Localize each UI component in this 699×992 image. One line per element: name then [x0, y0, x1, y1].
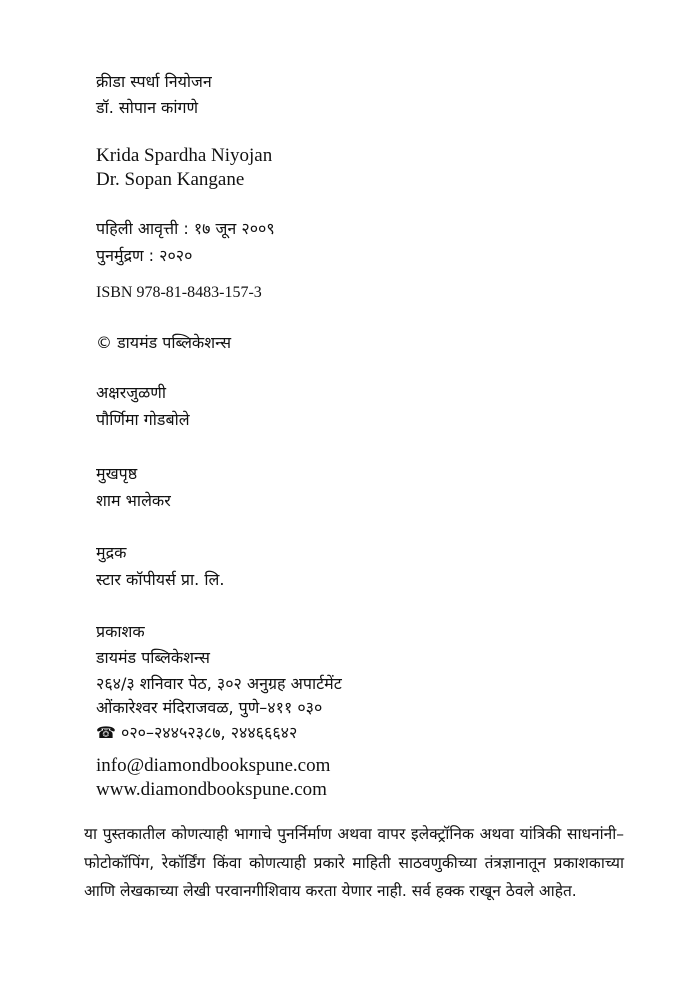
cover-name: शाम भालेकर — [96, 491, 171, 510]
book-title-english: Krida Spardha Niyojan — [96, 145, 273, 166]
first-edition: पहिली आवृत्ती : १७ जून २००९ — [96, 219, 275, 238]
phone-icon: ☎ — [96, 723, 116, 742]
publisher-name: डायमंड पब्लिकेशन्स — [96, 648, 210, 667]
typesetting-label: अक्षरजुळणी — [96, 383, 166, 402]
rights-notice: या पुस्तकातील कोणत्याही भागाचे पुनर्निर्माण अथवा वापर इलेक्ट्रॉनिक अथवा यांत्रिकी साधनांनी–फोटोकॉपिंग, रेकॉर्डिंग किंवा कोणत्याही प्रकारे माहिती साठवणुकीच्या तंत्रज्ञानातून प्रकाशकाच्या आणि लेखकाच्या लेखी परवानगीशिवाय करता येणार नाही. सर्व हक्क राखून ठेवले आहेत. — [84, 825, 624, 900]
book-title-marathi: क्रीडा स्पर्धा नियोजन — [96, 72, 212, 91]
email-link[interactable]: info@diamondbookspune.com — [96, 755, 331, 776]
website-link[interactable]: www.diamondbookspune.com — [96, 779, 327, 800]
author-marathi: डॉ. सोपान कांगणे — [96, 98, 199, 117]
author-english: Dr. Sopan Kangane — [96, 169, 245, 190]
cover-label: मुखपृष्ठ — [96, 464, 138, 483]
address-line-2: ओंकारेश्वर मंदिराजवळ, पुणे–४११ ०३० — [96, 698, 323, 717]
printer-name: स्टार कॉपीयर्स प्रा. लि. — [96, 570, 225, 589]
phone-line — [96, 723, 297, 743]
phone-numbers: ०२०–२४४५२३८७, २४४६६६४२ — [121, 723, 298, 742]
printer-label: मुद्रक — [96, 543, 127, 562]
copyright: © डायमंड पब्लिकेशन्स — [96, 333, 232, 352]
isbn: ISBN 978-81-8483-157-3 — [96, 284, 262, 301]
publisher-label: प्रकाशक — [96, 622, 145, 641]
typesetting-name: पौर्णिमा गोडबोले — [96, 410, 190, 429]
reprint: पुनर्मुद्रण : २०२० — [96, 246, 193, 265]
address-line-1: २६४/३ शनिवार पेठ, ३०२ अनुग्रह अपार्टमेंट — [96, 674, 342, 693]
